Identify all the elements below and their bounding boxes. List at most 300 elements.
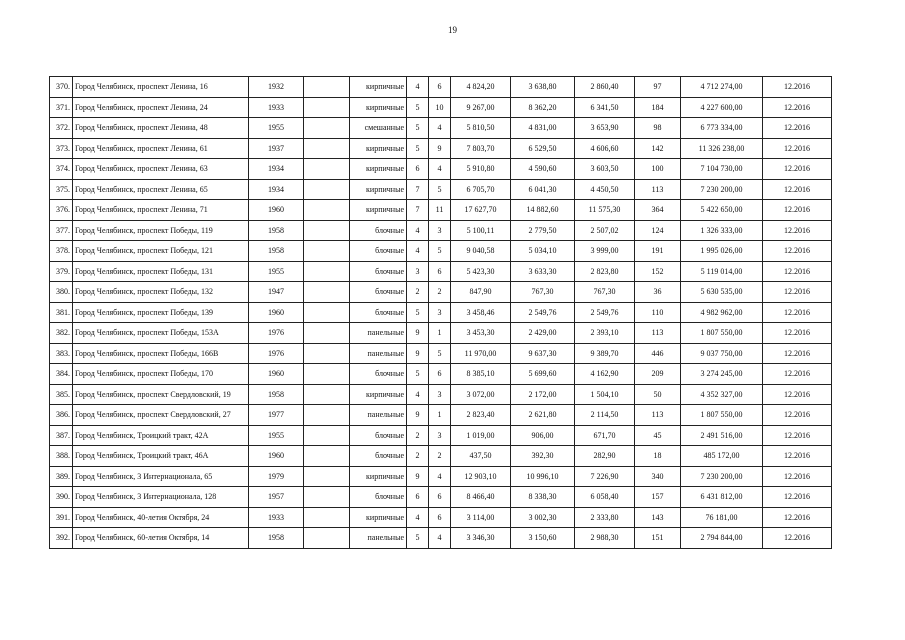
cell-year-renovated [304, 425, 350, 446]
cell-deadline: 12.2016 [763, 77, 832, 98]
cell-entrances: 2 [429, 282, 451, 303]
cell-floors: 9 [407, 466, 429, 487]
cell-address: Город Челябинск, проспект Победы, 153А [73, 323, 249, 344]
cell-repair-cost: 2 491 516,00 [681, 425, 763, 446]
cell-total-area: 3 458,46 [451, 302, 511, 323]
cell-residents: 18 [635, 446, 681, 467]
cell-floors: 5 [407, 118, 429, 139]
cell-row-number: 389. [50, 466, 73, 487]
cell-total-area: 9 267,00 [451, 97, 511, 118]
cell-floors: 4 [407, 241, 429, 262]
cell-premises-area: 3 633,30 [511, 261, 575, 282]
cell-residents: 157 [635, 487, 681, 508]
cell-entrances: 6 [429, 507, 451, 528]
cell-wall-material: блочные [350, 446, 407, 467]
table-row [50, 384, 832, 405]
table-row [50, 261, 832, 282]
cell-repair-cost: 7 104 730,00 [681, 159, 763, 180]
cell-row-number: 384. [50, 364, 73, 385]
cell-residential-area: 4 450,50 [575, 179, 635, 200]
cell-total-area: 1 019,00 [451, 425, 511, 446]
cell-residents: 98 [635, 118, 681, 139]
cell-residents: 142 [635, 138, 681, 159]
cell-address: Город Челябинск, проспект Ленина, 63 [73, 159, 249, 180]
cell-year-built: 1937 [249, 138, 304, 159]
cell-year-built: 1934 [249, 159, 304, 180]
cell-premises-area: 6 041,30 [511, 179, 575, 200]
cell-year-renovated [304, 466, 350, 487]
cell-deadline: 12.2016 [763, 323, 832, 344]
cell-total-area: 4 824,20 [451, 77, 511, 98]
cell-deadline: 12.2016 [763, 179, 832, 200]
cell-repair-cost: 7 230 200,00 [681, 179, 763, 200]
cell-residents: 124 [635, 220, 681, 241]
cell-wall-material: блочные [350, 282, 407, 303]
cell-repair-cost: 6 431 812,00 [681, 487, 763, 508]
cell-year-built: 1947 [249, 282, 304, 303]
table-row [50, 466, 832, 487]
cell-floors: 4 [407, 384, 429, 405]
cell-floors: 4 [407, 507, 429, 528]
cell-entrances: 2 [429, 446, 451, 467]
cell-residential-area: 7 226,90 [575, 466, 635, 487]
table-row [50, 364, 832, 385]
cell-year-built: 1955 [249, 118, 304, 139]
cell-year-renovated [304, 138, 350, 159]
cell-repair-cost: 1 807 550,00 [681, 323, 763, 344]
cell-deadline: 12.2016 [763, 282, 832, 303]
cell-residential-area: 3 653,90 [575, 118, 635, 139]
cell-floors: 6 [407, 159, 429, 180]
cell-residents: 364 [635, 200, 681, 221]
cell-year-built: 1960 [249, 446, 304, 467]
cell-residents: 113 [635, 405, 681, 426]
cell-year-renovated [304, 343, 350, 364]
cell-year-built: 1958 [249, 384, 304, 405]
cell-deadline: 12.2016 [763, 466, 832, 487]
cell-wall-material: панельные [350, 323, 407, 344]
cell-residents: 110 [635, 302, 681, 323]
cell-residents: 100 [635, 159, 681, 180]
cell-deadline: 12.2016 [763, 364, 832, 385]
cell-entrances: 5 [429, 179, 451, 200]
table-row [50, 323, 832, 344]
cell-address: Город Челябинск, проспект Свердловский, 19 [73, 384, 249, 405]
cell-floors: 5 [407, 364, 429, 385]
cell-wall-material: блочные [350, 302, 407, 323]
cell-year-built: 1958 [249, 220, 304, 241]
cell-premises-area: 5 699,60 [511, 364, 575, 385]
table-row [50, 220, 832, 241]
cell-premises-area: 3 002,30 [511, 507, 575, 528]
cell-year-built: 1960 [249, 364, 304, 385]
cell-deadline: 12.2016 [763, 118, 832, 139]
cell-wall-material: панельные [350, 405, 407, 426]
cell-premises-area: 8 338,30 [511, 487, 575, 508]
cell-residential-area: 2 988,30 [575, 528, 635, 549]
cell-premises-area: 5 034,10 [511, 241, 575, 262]
cell-deadline: 12.2016 [763, 200, 832, 221]
table-row [50, 528, 832, 549]
cell-year-renovated [304, 446, 350, 467]
cell-year-built: 1955 [249, 425, 304, 446]
cell-repair-cost: 1 326 333,00 [681, 220, 763, 241]
cell-wall-material: панельные [350, 343, 407, 364]
cell-year-renovated [304, 77, 350, 98]
cell-premises-area: 392,30 [511, 446, 575, 467]
cell-year-built: 1976 [249, 323, 304, 344]
cell-repair-cost: 5 422 650,00 [681, 200, 763, 221]
table-row [50, 200, 832, 221]
table-row [50, 487, 832, 508]
cell-address: Город Челябинск, 3 Интернационала, 128 [73, 487, 249, 508]
cell-floors: 5 [407, 97, 429, 118]
cell-year-built: 1933 [249, 507, 304, 528]
cell-entrances: 6 [429, 77, 451, 98]
cell-premises-area: 14 882,60 [511, 200, 575, 221]
cell-repair-cost: 5 119 014,00 [681, 261, 763, 282]
cell-deadline: 12.2016 [763, 487, 832, 508]
cell-address: Город Челябинск, проспект Победы, 131 [73, 261, 249, 282]
cell-premises-area: 9 637,30 [511, 343, 575, 364]
cell-total-area: 9 040,58 [451, 241, 511, 262]
cell-year-renovated [304, 200, 350, 221]
cell-address: Город Челябинск, проспект Победы, 119 [73, 220, 249, 241]
cell-year-built: 1979 [249, 466, 304, 487]
cell-floors: 2 [407, 282, 429, 303]
cell-year-renovated [304, 179, 350, 200]
cell-floors: 9 [407, 343, 429, 364]
cell-entrances: 3 [429, 425, 451, 446]
page-number: 19 [448, 25, 457, 35]
cell-year-renovated [304, 97, 350, 118]
cell-row-number: 381. [50, 302, 73, 323]
cell-row-number: 390. [50, 487, 73, 508]
cell-year-renovated [304, 384, 350, 405]
cell-premises-area: 10 996,10 [511, 466, 575, 487]
cell-year-built: 1957 [249, 487, 304, 508]
cell-floors: 2 [407, 446, 429, 467]
cell-row-number: 376. [50, 200, 73, 221]
cell-floors: 9 [407, 323, 429, 344]
cell-deadline: 12.2016 [763, 343, 832, 364]
cell-address: Город Челябинск, проспект Ленина, 61 [73, 138, 249, 159]
cell-residential-area: 2 549,76 [575, 302, 635, 323]
housing-registry-table [49, 76, 832, 549]
cell-floors: 6 [407, 487, 429, 508]
cell-row-number: 386. [50, 405, 73, 426]
cell-total-area: 17 627,70 [451, 200, 511, 221]
cell-year-renovated [304, 405, 350, 426]
cell-wall-material: блочные [350, 487, 407, 508]
cell-total-area: 3 114,00 [451, 507, 511, 528]
cell-floors: 4 [407, 220, 429, 241]
table-row [50, 446, 832, 467]
cell-entrances: 4 [429, 466, 451, 487]
cell-residents: 152 [635, 261, 681, 282]
cell-year-built: 1977 [249, 405, 304, 426]
cell-residents: 50 [635, 384, 681, 405]
cell-premises-area: 4 831,00 [511, 118, 575, 139]
cell-premises-area: 2 172,00 [511, 384, 575, 405]
cell-residential-area: 2 114,50 [575, 405, 635, 426]
cell-entrances: 5 [429, 343, 451, 364]
cell-deadline: 12.2016 [763, 138, 832, 159]
cell-total-area: 5 423,30 [451, 261, 511, 282]
cell-row-number: 388. [50, 446, 73, 467]
cell-address: Город Челябинск, Троицкий тракт, 42А [73, 425, 249, 446]
cell-entrances: 4 [429, 159, 451, 180]
cell-wall-material: кирпичные [350, 466, 407, 487]
cell-floors: 3 [407, 261, 429, 282]
cell-year-renovated [304, 118, 350, 139]
cell-deadline: 12.2016 [763, 528, 832, 549]
cell-repair-cost: 11 326 238,00 [681, 138, 763, 159]
cell-address: Город Челябинск, проспект Победы, 166В [73, 343, 249, 364]
cell-total-area: 437,50 [451, 446, 511, 467]
table-row [50, 77, 832, 98]
cell-floors: 5 [407, 138, 429, 159]
cell-deadline: 12.2016 [763, 425, 832, 446]
cell-floors: 7 [407, 179, 429, 200]
cell-residential-area: 1 504,10 [575, 384, 635, 405]
cell-year-renovated [304, 487, 350, 508]
cell-entrances: 3 [429, 220, 451, 241]
cell-address: Город Челябинск, проспект Победы, 132 [73, 282, 249, 303]
cell-floors: 5 [407, 302, 429, 323]
cell-wall-material: блочные [350, 261, 407, 282]
cell-year-renovated [304, 241, 350, 262]
cell-deadline: 12.2016 [763, 241, 832, 262]
cell-entrances: 9 [429, 138, 451, 159]
cell-address: Город Челябинск, проспект Ленина, 71 [73, 200, 249, 221]
cell-wall-material: кирпичные [350, 97, 407, 118]
table-row [50, 302, 832, 323]
cell-entrances: 3 [429, 302, 451, 323]
cell-wall-material: смешанные [350, 118, 407, 139]
cell-residential-area: 3 603,50 [575, 159, 635, 180]
cell-floors: 7 [407, 200, 429, 221]
cell-floors: 9 [407, 405, 429, 426]
cell-repair-cost: 2 794 844,00 [681, 528, 763, 549]
cell-row-number: 380. [50, 282, 73, 303]
cell-residential-area: 11 575,30 [575, 200, 635, 221]
cell-year-built: 1934 [249, 179, 304, 200]
table-row [50, 425, 832, 446]
cell-wall-material: кирпичные [350, 200, 407, 221]
cell-premises-area: 4 590,60 [511, 159, 575, 180]
cell-deadline: 12.2016 [763, 97, 832, 118]
cell-wall-material: блочные [350, 241, 407, 262]
cell-year-renovated [304, 323, 350, 344]
cell-wall-material: блочные [350, 220, 407, 241]
table-body [50, 77, 832, 549]
cell-total-area: 2 823,40 [451, 405, 511, 426]
cell-address: Город Челябинск, 40-летия Октября, 24 [73, 507, 249, 528]
cell-residents: 446 [635, 343, 681, 364]
cell-residential-area: 6 058,40 [575, 487, 635, 508]
cell-residential-area: 2 860,40 [575, 77, 635, 98]
table-row [50, 159, 832, 180]
cell-row-number: 387. [50, 425, 73, 446]
cell-residents: 143 [635, 507, 681, 528]
cell-entrances: 1 [429, 405, 451, 426]
cell-residents: 191 [635, 241, 681, 262]
cell-total-area: 6 705,70 [451, 179, 511, 200]
cell-residential-area: 3 999,00 [575, 241, 635, 262]
cell-residential-area: 6 341,50 [575, 97, 635, 118]
cell-wall-material: кирпичные [350, 138, 407, 159]
table-row [50, 118, 832, 139]
cell-row-number: 377. [50, 220, 73, 241]
cell-residents: 36 [635, 282, 681, 303]
cell-deadline: 12.2016 [763, 384, 832, 405]
cell-repair-cost: 4 712 274,00 [681, 77, 763, 98]
cell-address: Город Челябинск, 3 Интернационала, 65 [73, 466, 249, 487]
cell-deadline: 12.2016 [763, 446, 832, 467]
cell-address: Город Челябинск, 60-летия Октября, 14 [73, 528, 249, 549]
cell-year-built: 1976 [249, 343, 304, 364]
cell-row-number: 378. [50, 241, 73, 262]
cell-row-number: 375. [50, 179, 73, 200]
cell-year-renovated [304, 282, 350, 303]
table-row [50, 179, 832, 200]
cell-premises-area: 767,30 [511, 282, 575, 303]
cell-residential-area: 2 393,10 [575, 323, 635, 344]
cell-repair-cost: 4 227 600,00 [681, 97, 763, 118]
table-row [50, 97, 832, 118]
cell-address: Город Челябинск, проспект Ленина, 48 [73, 118, 249, 139]
cell-entrances: 4 [429, 118, 451, 139]
cell-row-number: 392. [50, 528, 73, 549]
cell-total-area: 8 466,40 [451, 487, 511, 508]
cell-entrances: 3 [429, 384, 451, 405]
cell-premises-area: 2 429,00 [511, 323, 575, 344]
table-row [50, 507, 832, 528]
cell-residential-area: 4 606,60 [575, 138, 635, 159]
cell-repair-cost: 1 807 550,00 [681, 405, 763, 426]
cell-year-built: 1960 [249, 302, 304, 323]
cell-repair-cost: 4 352 327,00 [681, 384, 763, 405]
cell-year-built: 1955 [249, 261, 304, 282]
table-row [50, 343, 832, 364]
cell-row-number: 379. [50, 261, 73, 282]
table-row [50, 241, 832, 262]
cell-year-built: 1932 [249, 77, 304, 98]
cell-residents: 184 [635, 97, 681, 118]
cell-repair-cost: 1 995 026,00 [681, 241, 763, 262]
cell-repair-cost: 485 172,00 [681, 446, 763, 467]
cell-wall-material: кирпичные [350, 179, 407, 200]
cell-address: Город Челябинск, проспект Ленина, 65 [73, 179, 249, 200]
cell-repair-cost: 4 982 962,00 [681, 302, 763, 323]
cell-entrances: 1 [429, 323, 451, 344]
cell-address: Город Челябинск, Троицкий тракт, 46А [73, 446, 249, 467]
cell-floors: 5 [407, 528, 429, 549]
cell-residents: 97 [635, 77, 681, 98]
cell-row-number: 373. [50, 138, 73, 159]
cell-residential-area: 2 823,80 [575, 261, 635, 282]
cell-premises-area: 3 638,80 [511, 77, 575, 98]
cell-residential-area: 9 389,70 [575, 343, 635, 364]
cell-total-area: 5 100,11 [451, 220, 511, 241]
cell-total-area: 7 803,70 [451, 138, 511, 159]
cell-year-renovated [304, 302, 350, 323]
cell-repair-cost: 6 773 334,00 [681, 118, 763, 139]
cell-year-renovated [304, 507, 350, 528]
cell-address: Город Челябинск, проспект Ленина, 16 [73, 77, 249, 98]
cell-total-area: 3 346,30 [451, 528, 511, 549]
cell-wall-material: панельные [350, 528, 407, 549]
cell-row-number: 374. [50, 159, 73, 180]
cell-wall-material: блочные [350, 425, 407, 446]
cell-premises-area: 2 549,76 [511, 302, 575, 323]
cell-residents: 45 [635, 425, 681, 446]
cell-entrances: 6 [429, 364, 451, 385]
cell-total-area: 3 072,00 [451, 384, 511, 405]
cell-row-number: 385. [50, 384, 73, 405]
cell-address: Город Челябинск, проспект Победы, 121 [73, 241, 249, 262]
cell-address: Город Челябинск, проспект Победы, 139 [73, 302, 249, 323]
cell-year-built: 1958 [249, 241, 304, 262]
cell-residential-area: 767,30 [575, 282, 635, 303]
table-row [50, 282, 832, 303]
cell-premises-area: 3 150,60 [511, 528, 575, 549]
cell-deadline: 12.2016 [763, 261, 832, 282]
cell-address: Город Челябинск, проспект Ленина, 24 [73, 97, 249, 118]
cell-residential-area: 671,70 [575, 425, 635, 446]
table-row [50, 138, 832, 159]
cell-year-built: 1933 [249, 97, 304, 118]
cell-repair-cost: 9 037 750,00 [681, 343, 763, 364]
cell-deadline: 12.2016 [763, 302, 832, 323]
cell-residents: 340 [635, 466, 681, 487]
cell-entrances: 6 [429, 261, 451, 282]
cell-year-built: 1958 [249, 528, 304, 549]
cell-total-area: 5 810,50 [451, 118, 511, 139]
cell-residential-area: 4 162,90 [575, 364, 635, 385]
cell-total-area: 847,90 [451, 282, 511, 303]
cell-address: Город Челябинск, проспект Свердловский, 27 [73, 405, 249, 426]
table-row [50, 405, 832, 426]
cell-year-renovated [304, 364, 350, 385]
cell-total-area: 8 385,10 [451, 364, 511, 385]
cell-repair-cost: 3 274 245,00 [681, 364, 763, 385]
cell-residential-area: 2 507,02 [575, 220, 635, 241]
cell-year-renovated [304, 220, 350, 241]
cell-row-number: 372. [50, 118, 73, 139]
cell-wall-material: кирпичные [350, 507, 407, 528]
cell-floors: 4 [407, 77, 429, 98]
cell-total-area: 11 970,00 [451, 343, 511, 364]
cell-residential-area: 2 333,80 [575, 507, 635, 528]
cell-deadline: 12.2016 [763, 405, 832, 426]
cell-residents: 151 [635, 528, 681, 549]
cell-deadline: 12.2016 [763, 159, 832, 180]
cell-entrances: 11 [429, 200, 451, 221]
cell-wall-material: кирпичные [350, 159, 407, 180]
cell-entrances: 4 [429, 528, 451, 549]
cell-total-area: 3 453,30 [451, 323, 511, 344]
cell-premises-area: 6 529,50 [511, 138, 575, 159]
cell-year-renovated [304, 261, 350, 282]
cell-deadline: 12.2016 [763, 220, 832, 241]
cell-row-number: 383. [50, 343, 73, 364]
cell-residents: 209 [635, 364, 681, 385]
cell-premises-area: 2 621,80 [511, 405, 575, 426]
cell-premises-area: 2 779,50 [511, 220, 575, 241]
cell-row-number: 370. [50, 77, 73, 98]
